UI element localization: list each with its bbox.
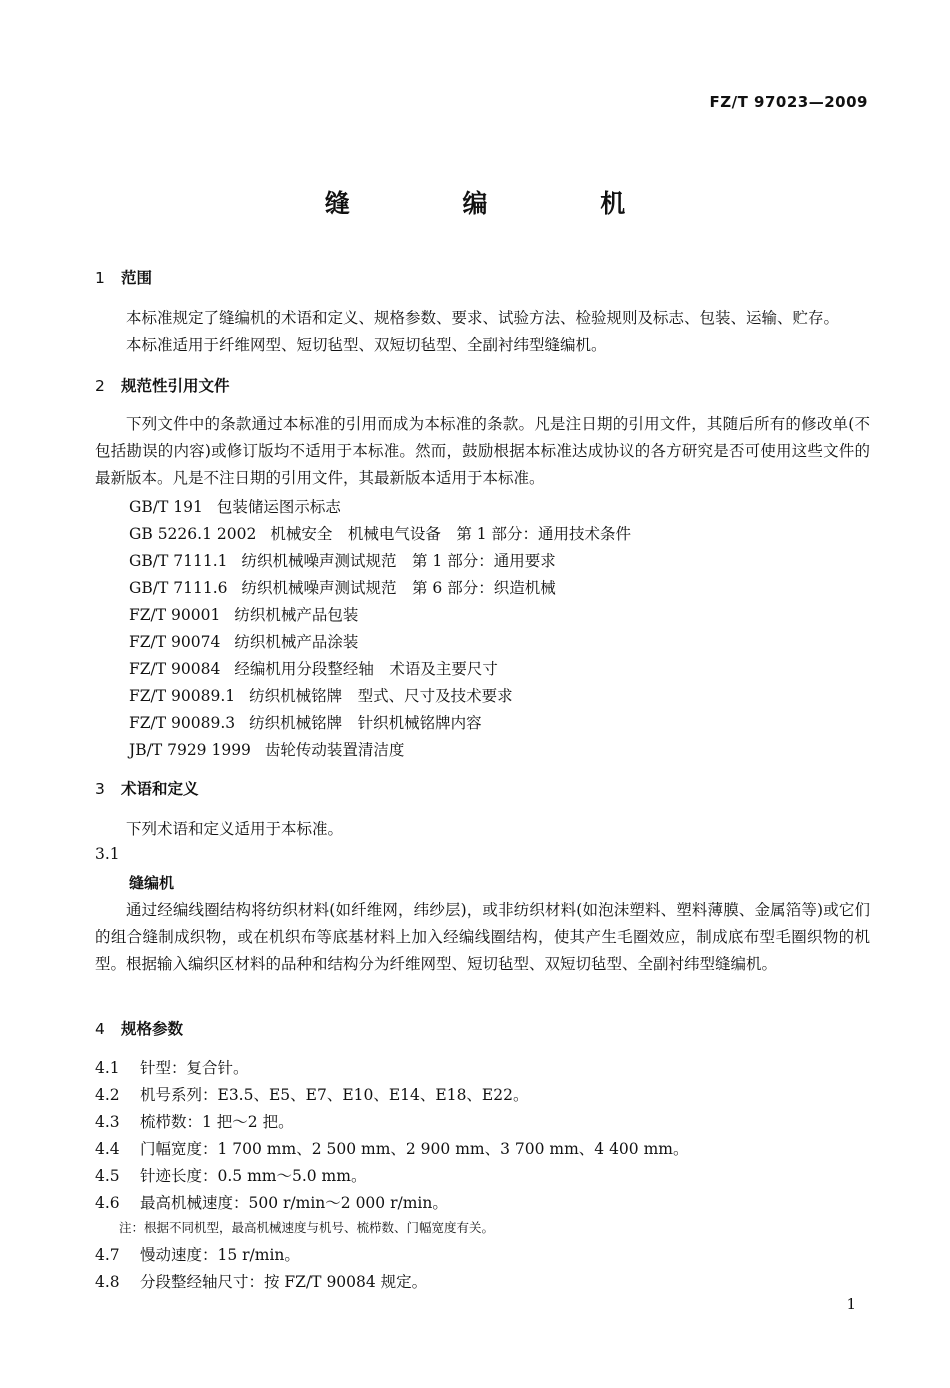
reference-title: 齿轮传动装置清洁度 xyxy=(264,741,405,759)
reference-item xyxy=(129,711,482,733)
reference-item xyxy=(129,738,404,760)
reference-item xyxy=(129,603,358,625)
spec-number: 4.3 xyxy=(95,1113,120,1131)
spec-text: 门幅宽度：1 700 mm、2 500 mm、2 900 mm、3 700 mm、4 400 mm。 xyxy=(140,1140,689,1158)
spec-number: 4.7 xyxy=(95,1246,120,1264)
reference-item xyxy=(129,522,631,544)
section-title: 规范性引用文件 xyxy=(121,377,230,395)
section-number: 4 xyxy=(95,1020,105,1038)
spec-text: 分段整经轴尺寸：按 FZ/T 90084 规定。 xyxy=(140,1273,428,1291)
note: 注：根据不同机型，最高机械速度与机号、梳栉数、门幅宽度有关。 xyxy=(119,1220,495,1235)
reference-item xyxy=(129,630,358,652)
reference-title: 经编机用分段整经轴 术语及主要尺寸 xyxy=(234,660,498,678)
page-number: 1 xyxy=(846,1295,856,1313)
reference-code: FZ/T 90089.3 xyxy=(129,714,236,732)
reference-code: GB/T 7111.1 xyxy=(129,552,228,570)
reference-title: 纺织机械铭牌 型式、尺寸及技术要求 xyxy=(249,687,513,705)
spec-item xyxy=(95,1243,300,1265)
reference-title: 纺织机械噪声测试规范 第 6 部分：织造机械 xyxy=(241,579,556,597)
reference-code: FZ/T 90074 xyxy=(129,633,221,651)
paragraph: 本标准规定了缝编机的术语和定义、规格参数、要求、试验方法、检验规则及标志、包装、运输、贮存。 xyxy=(126,309,840,327)
section-number: 1 xyxy=(95,269,105,287)
spec-item xyxy=(95,1083,528,1105)
spec-number: 4.6 xyxy=(95,1194,120,1212)
section-2-heading xyxy=(95,374,230,396)
section-3-heading xyxy=(95,777,199,799)
reference-item xyxy=(129,684,513,706)
reference-code: GB 5226.1 2002 xyxy=(129,525,257,543)
term-definition: 通过经编线圈结构将纺织材料(如纤维网，纬纱层)，或非纺织材料(如泡沫塑料、塑料薄膜、金属箔等)或它们的组合缝制成织物，或在机织布等底基材料上加入经编线圈结构，使其产生毛圈效应，制成底布型毛圈织物的机型。根据输入编织区材料的品种和结构分为纤维网型、短切毡型、双短切毡型、全副衬纬型缝编机。 xyxy=(95,901,870,973)
spec-item xyxy=(95,1270,427,1292)
spec-text: 机号系列：E3.5、E5、E7、E10、E14、E18、E22。 xyxy=(140,1086,529,1104)
spec-number: 4.8 xyxy=(95,1273,120,1291)
reference-code: FZ/T 90001 xyxy=(129,606,221,624)
paragraph: 下列术语和定义适用于本标准。 xyxy=(126,820,344,838)
spec-text: 针迹长度：0.5 mm～5.0 mm。 xyxy=(140,1167,367,1185)
section-1-heading xyxy=(95,266,152,288)
spec-number: 4.2 xyxy=(95,1086,120,1104)
reference-title: 机械安全 机械电气设备 第 1 部分：通用技术条件 xyxy=(270,525,632,543)
spec-text: 针型：复合针。 xyxy=(140,1059,249,1077)
reference-code: FZ/T 90089.1 xyxy=(129,687,236,705)
reference-code: GB/T 7111.6 xyxy=(129,579,228,597)
spec-item xyxy=(95,1137,688,1159)
document-title: 缝 编 机 xyxy=(324,189,678,218)
spec-item xyxy=(95,1056,249,1078)
spec-item xyxy=(95,1164,366,1186)
reference-item xyxy=(129,495,341,517)
reference-code: FZ/T 90084 xyxy=(129,660,221,678)
spec-item xyxy=(95,1191,448,1213)
spec-text: 最高机械速度：500 r/min～2 000 r/min。 xyxy=(140,1194,448,1212)
spec-number: 4.1 xyxy=(95,1059,120,1077)
spec-number: 4.4 xyxy=(95,1140,120,1158)
reference-title: 包装储运图示标志 xyxy=(216,498,341,516)
standard-code: FZ/T 97023—2009 xyxy=(709,93,868,111)
reference-item xyxy=(129,576,556,598)
section-4-heading xyxy=(95,1017,183,1039)
section-number: 2 xyxy=(95,377,105,395)
spec-number: 4.5 xyxy=(95,1167,120,1185)
reference-title: 纺织机械产品涂装 xyxy=(234,633,359,651)
reference-code: GB/T 191 xyxy=(129,498,203,516)
spec-text: 梳栉数：1 把～2 把。 xyxy=(140,1113,294,1131)
paragraph: 本标准适用于纤维网型、短切毡型、双短切毡型、全副衬纬型缝编机。 xyxy=(126,336,607,354)
section-title: 规格参数 xyxy=(121,1020,184,1038)
section-title: 术语和定义 xyxy=(121,780,199,798)
paragraph: 下列文件中的条款通过本标准的引用而成为本标准的条款。凡是注日期的引用文件，其随后所有的修改单(不包括勘误的内容)或修订版均不适用于本标准。然而，鼓励根据本标准达成协议的各方研究是否可使用这些文件的最新版本。凡是不注日期的引用文件，其最新版本适用于本标准。 xyxy=(95,415,870,487)
reference-title: 纺织机械铭牌 针织机械铭牌内容 xyxy=(249,714,482,732)
spec-text: 慢动速度：15 r/min。 xyxy=(140,1246,300,1264)
reference-title: 纺织机械噪声测试规范 第 1 部分：通用要求 xyxy=(241,552,556,570)
section-title: 范围 xyxy=(121,269,153,287)
section-number: 3 xyxy=(95,780,105,798)
reference-code: JB/T 7929 1999 xyxy=(129,741,251,759)
reference-title: 纺织机械产品包装 xyxy=(234,606,359,624)
reference-item xyxy=(129,549,556,571)
spec-item xyxy=(95,1110,294,1132)
term-number: 3.1 xyxy=(95,845,120,863)
reference-item xyxy=(129,657,498,679)
term-name: 缝编机 xyxy=(129,874,175,892)
